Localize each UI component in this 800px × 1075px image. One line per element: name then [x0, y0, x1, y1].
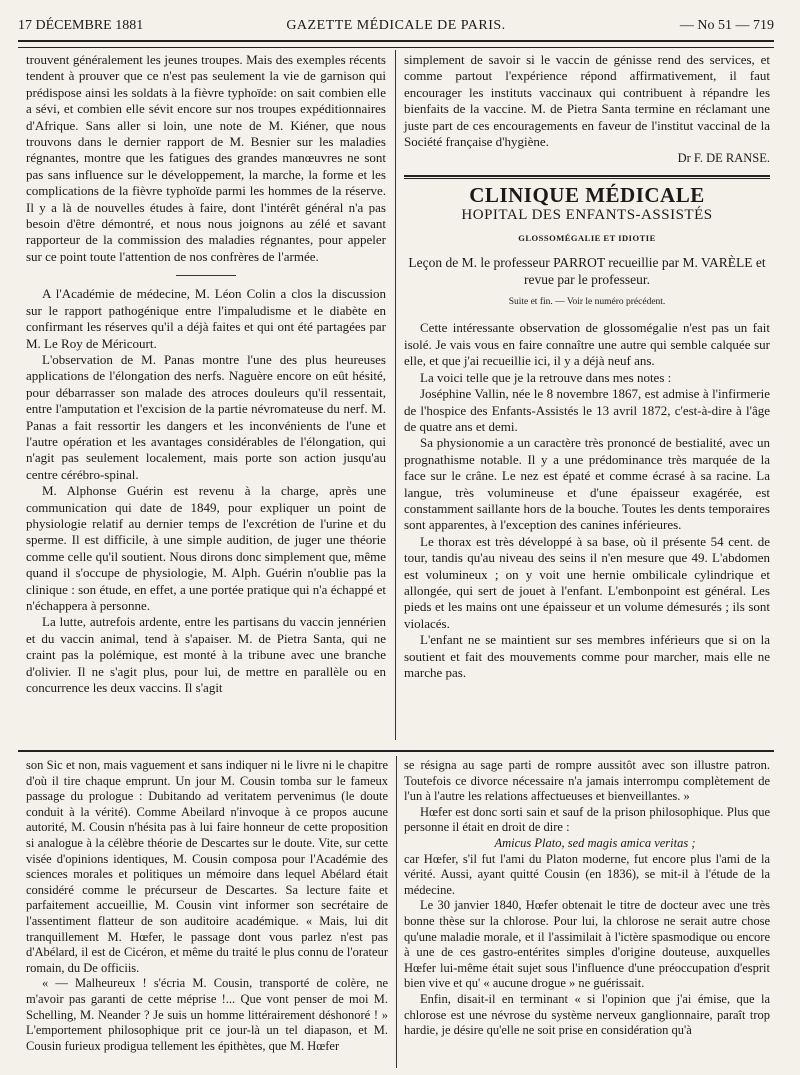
left-paragraph-1: trouvent généralement les jeunes troupes. Mais des exemples récents tendent à prouver que ce n'est pas seulement la vie de garnison qui prédispose ainsi les soldats à la fièvre typhoïde: on sait combien elle a sévi, et combien elle sévit encore sur nos troupes expéditionnaires d'Afrique. Sans aller si loin, une note de M. Kiéner, que nous trouvons dans le dernier rapport de M. Besnier sur les maladies régnantes, montre que les fatigues des grandes manœuvres ne sont pas sans influence sur le développement, la marche, la forme et les complications de la fièvre typhoïde parmi les hommes de la réserve. Il y a là de nouvelles études à faire, dont l'intérêt général n'a pas besoin d'être démontré, et nous nous joignons au zélé et savant rapporteur de la commission des maladies régnantes, pour appeler sur ce point toute l'attention de nos confrères de l'armée.: [26, 52, 386, 264]
bottom-right-paragraph-5: Enfin, disait-il en terminant « si l'opinion que j'ai émise, que la chlorose est une névrose du système nerveux ganglionnaire, paraît trop hardie, je désire qu'elle ne soit prise en considération qu'à: [404, 991, 770, 1038]
section-separator: [176, 275, 236, 276]
section-title: CLINIQUE MÉDICALE: [469, 182, 705, 207]
journal-title: GAZETTE MÉDICALE DE PARIS.: [286, 18, 506, 33]
right-paragraph-4: Joséphine Vallin, née le 8 novembre 1867, est admise à l'infirmerie de l'hospice des Enfants-Assistés le 13 avril 1872, c'est-à-dire à l'âge de quatre ans et demi.: [404, 386, 770, 434]
left-paragraph-4: M. Alphonse Guérin est revenu à la charge, après une communication qui date de 1849, pour expliquer un point de physiologie relatif au dernier temps de l'excrétion de l'urine et du sperme. Il est difficile, à une simple audition, de juger une théorie comme celle qu'il soutient. Nous dirons donc simplement que, même quand il s'occupe de physiologie, M. Alph. Guérin n'oublie pas la clinique : son étude, en effet, a une portée pratique qui n'a échappé et n'échappera à personne.: [26, 483, 386, 613]
page-header: [18, 14, 774, 38]
right-paragraph-7: L'enfant ne se maintient sur ses membres inférieurs que si on la soutient et fait des mouvements comme pour marcher, mais elle ne marche pas.: [404, 632, 770, 680]
bottom-left-paragraph-1: son Sic et non, mais vaguement et sans indiquer ni le livre ni le chapitre d'où il tire chaque emprunt. Un jour M. Cousin tomba sur le fameux passage du prologue : Dubitando ad veritatem pervenimus (le doute conduit à la vérité). Comme Abeilard n'invoque à ce propos aucune autorité, M. Cousin n'hésita pas à lui faire honneur de cette proposition si analogue à la célèbre théorie de Descartes sur le doute. Vite, sur cette visée d'opinions identiques, M. Cousin composa pour l'Académie des sciences morales et politiques un mémoire dans lequel Abélard était considéré comme le précurseur de Descartes. Sa lecture faite et parfaitement accueillie, M. Cousin vint informer son secrétaire de l'assentiment flatteur de son auditoire académique. « Mais, lui dit tranquillement M. Hœfer, le passage dont vous parlez n'est pas d'Abélard, il est de Cicéron, et même du traité le plus connu de l'orateur romain, du De officiis.: [26, 758, 388, 975]
bottom-left-column: [26, 758, 388, 1054]
signature: Dr F. DE RANSE.: [677, 151, 770, 166]
thick-rule: [404, 175, 770, 177]
issue-date: 17 DÉCEMBRE 1881: [18, 18, 144, 33]
latin-quote: Amicus Plato, sed magis amica veritas ;: [494, 835, 696, 850]
bottom-right-paragraph-3: car Hœfer, s'il fut l'ami du Platon moderne, fut encore plus l'ami de la vérité. Aussi, ayant quitté Cousin (en 1836), se mit-il à l'étude de la médecine.: [404, 851, 770, 897]
thin-rule: [404, 178, 770, 179]
continuation-note: Suite et fin. — Voir le numéro précédent.: [508, 297, 666, 308]
bottom-right-paragraph-4: Le 30 janvier 1840, Hœfer obtenait le titre de docteur avec une très bonne thèse sur la chlorose. Pour lui, la chlorose ne serait autre chose qu'une maladie morale, et il l'assimilait à l'ictère spasmodique ou encore à une de ces gastro-entérites simples d'origine douteuse, auxquelles Hœfer lui-même était sujet sous l'influence d'une préoccupation d'esprit bien vive et qu' « aucune drogue » ne guérissait.: [404, 898, 770, 991]
bottom-right-column: [404, 758, 770, 1039]
bottom-right-paragraph-2: Hœfer est donc sorti sain et sauf de la prison philosophique. Plus que personne il était en droit de dire :: [404, 804, 770, 835]
lecture-byline: Leçon de M. le professeur PARROT recueillie par M. VARÈLE et revue par le professeur.: [408, 255, 766, 288]
bottom-right-paragraph-1: se résigna au sage parti de rompre aussitôt avec son illustre patron. Toutefois ce divorce nécessaire n'a jamais interrompu complètement de l'un à l'autre les relations affectueuses et bienveillantes. »: [404, 758, 770, 804]
right-paragraph-3: La voici telle que je la retrouve dans mes notes :: [420, 369, 672, 385]
bottom-column-divider: [396, 756, 397, 1068]
right-column: [404, 52, 770, 681]
column-divider: [395, 50, 396, 740]
right-paragraph-2: Cette intéressante observation de glossomégalie n'est pas un fait isolé. Je vais vous en faire connaître une autre qui semble calquée sur elle, et que j'ai recueillie ici, il y a déjà neuf ans.: [404, 320, 770, 369]
lecture-topic: GLOSSOMÉGALIE ET IDIOTIE: [518, 232, 656, 243]
right-paragraph-1: simplement de savoir si le vaccin de génisse rend des services, et comme partout l'expérience répond affirmativement, il faut encourager les instituts vaccinaux qui contribuent à répandre les bienfaits de la vaccine. M. de Pietra Santa termine en réclamant une juste part de ces encouragements en faveur de l'institut vaccinal de la Société française d'hygiène.: [404, 52, 770, 150]
left-paragraph-3: L'observation de M. Panas montre l'une des plus heureuses applications de l'élongation des nerfs. Naguère encore on eût hésité, pour débarrasser son malade des atroces douleurs qu'il ressentait, entre l'amputation et l'excision de la partie névromateuse du nerf. M. Panas a fait ressortir les dangers et les inconvénients de l'une et l'autre opération et les avantages considérables de l'élongation, qui n'agit pas seulement localement, mais porte son action jusqu'au centre cérébro-spinal.: [26, 351, 386, 482]
header-rule: [18, 40, 774, 48]
right-paragraph-6: Le thorax est très développé à sa base, où il présente 54 cent. de tour, tandis qu'au niveau des seins il n'en mesure que 49. L'abdomen est volumineux ; on y voit une hernie ombilicale cylindrique et allongée, qui sert de jouet à l'enfant. L'embonpoint est général. Les pieds et les mains ont une épaisseur et un volume démesurés ; ils sont violacés.: [404, 533, 770, 631]
right-paragraph-5: Sa physionomie a un caractère très prononcé de bestialité, avec un prognathisme notable. Il y a une prédominance très marquée de la face sur le crâne. Le nez est épaté et comme écrasé à sa racine. La langue, très volumineuse et d'une épaisseur exagérée, est constamment saillante hors de la bouche. Toutes les dents temporaires sont apparentes, à l'exception des canines inférieures.: [404, 435, 770, 533]
left-column: [26, 52, 386, 696]
issue-number: — No 51 — 719: [679, 18, 774, 33]
left-paragraph-2: A l'Académie de médecine, M. Léon Colin a clos la discussion sur le rapport pathogénique entre l'impaludisme et le diabète en confirmant les réserves qu'il a déjà faites et qui ont été partagées par M. Le Roy de Méricourt.: [26, 286, 386, 351]
left-paragraph-5: La lutte, autrefois ardente, entre les partisans du vaccin jennérien et du vaccin animal, tend à s'apaiser. M. de Pietra Santa, qui ne craint pas la polémique, est monté à la tribune avec une branche d'olivier. Il ne s'agit plus, pour lui, de mettre en parallèle ou en concurrence les deux vaccins. Il s'agit: [26, 614, 386, 696]
bottom-left-paragraph-2: « — Malheureux ! s'écria M. Cousin, transporté de colère, ne m'avoir pas garanti de cette méprise !... Que vont penser de moi M. Schelling, M. Neander ? Je suis un homme littérairement déshonoré ! » L'emportement philosophique prit ce jour-là un tel diapason, et M. Cousin furieux prodigua tellement les épithètes, que M. Hœfer: [26, 976, 388, 1053]
feuilleton-rule: [18, 750, 774, 752]
hospital-name: HOPITAL DES ENFANTS-ASSISTÉS: [461, 207, 713, 224]
